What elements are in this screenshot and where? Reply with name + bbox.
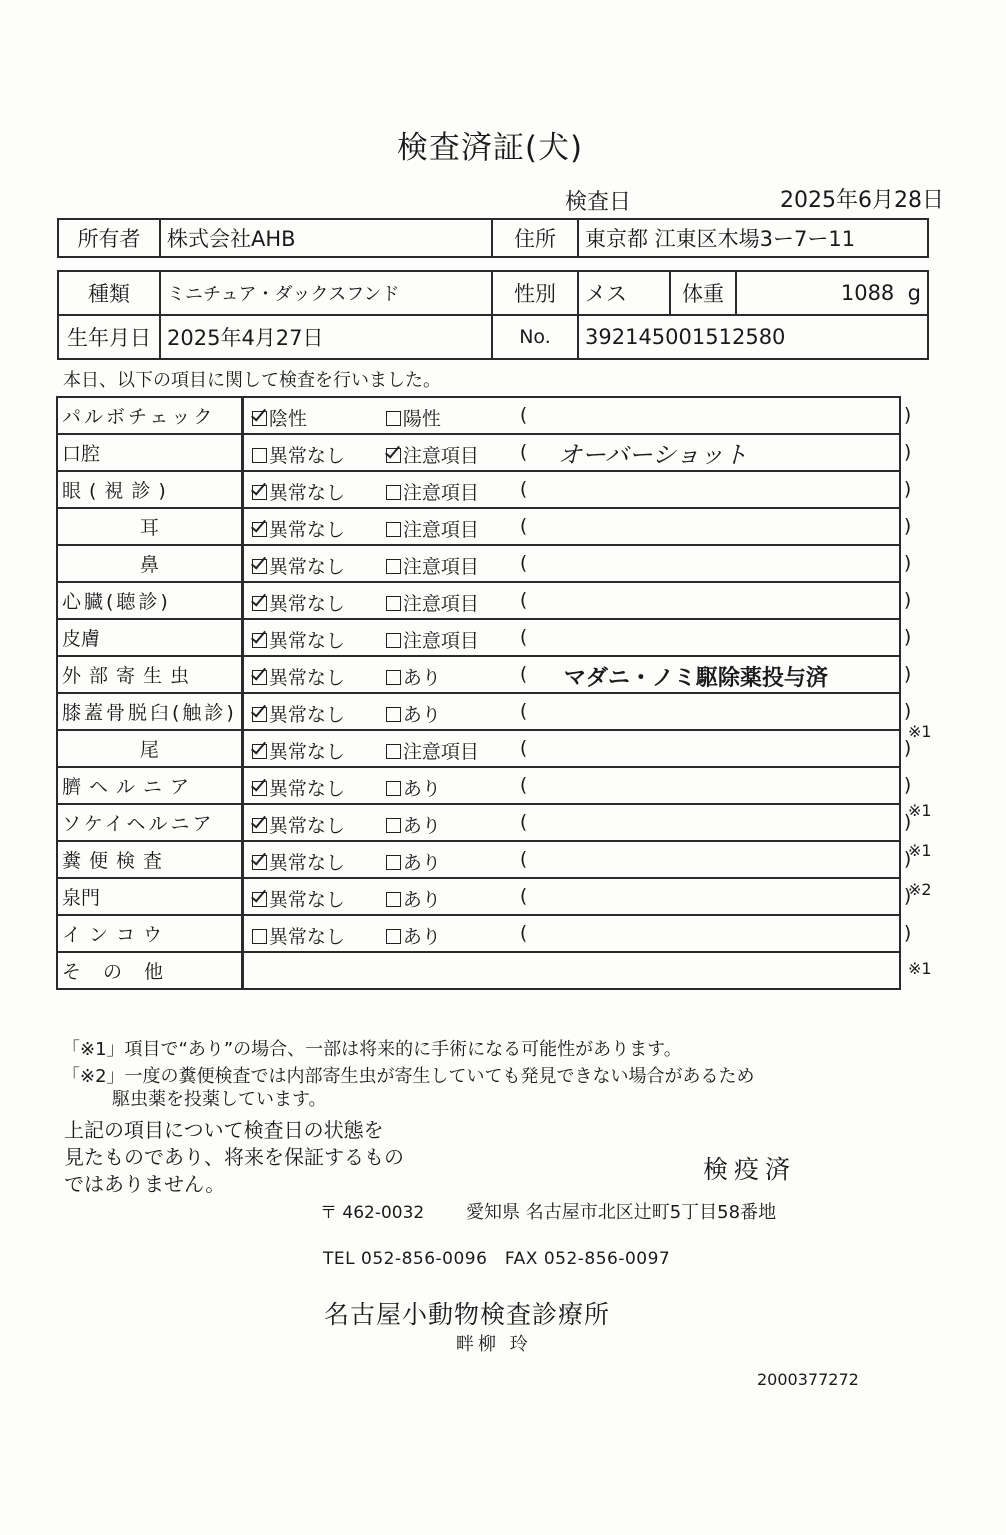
vet-name: 畔柳 玲: [456, 1334, 532, 1355]
check-note: オーバーショット: [557, 441, 748, 469]
opt2-option[interactable]: [386, 848, 441, 875]
clinic-name: 名古屋小動物検査診療所: [324, 1300, 611, 1329]
check-item-text: 鼻: [139, 554, 159, 576]
checkbox-icon[interactable]: [386, 485, 401, 500]
close-paren: ): [903, 404, 912, 426]
breed-value: ミニチュア・ダックスフンド: [160, 271, 492, 315]
check-options: [242, 841, 912, 878]
check-row: [57, 434, 900, 471]
open-paren: (: [519, 478, 528, 500]
footnote-mark: ※1: [908, 840, 932, 860]
check-options: [242, 878, 912, 915]
opt1-option[interactable]: [252, 404, 307, 431]
check-item-text: ソケイヘルニア: [62, 813, 215, 835]
check-options: [242, 545, 912, 582]
checkbox-icon[interactable]: [386, 707, 401, 722]
check-options: [242, 582, 912, 619]
opt2-option[interactable]: [386, 737, 479, 764]
close-paren: ): [903, 626, 912, 648]
open-paren: (: [519, 922, 528, 944]
opt2-label: 注意項目: [402, 445, 479, 467]
other-label: その他: [57, 952, 242, 989]
check-row: [57, 582, 900, 619]
inspection-date-value: 2025年6月28日: [780, 188, 944, 213]
close-paren: ): [903, 515, 912, 537]
open-paren: (: [519, 552, 528, 574]
opt2-option[interactable]: [386, 922, 441, 949]
close-paren: ): [903, 774, 912, 796]
checkbox-icon[interactable]: [386, 522, 401, 537]
opt1-label: 異常なし: [268, 667, 345, 689]
number-label: No.: [492, 315, 578, 359]
opt1-option[interactable]: [252, 885, 345, 912]
close-paren: ): [903, 552, 912, 574]
check-row: [57, 508, 900, 545]
opt1-label: 異常なし: [268, 519, 345, 541]
opt2-option[interactable]: [386, 552, 479, 579]
check-item-label: [57, 730, 242, 767]
check-row: [57, 915, 900, 952]
open-paren: (: [519, 589, 528, 611]
checked-box-icon[interactable]: [252, 781, 267, 796]
close-paren: ): [903, 478, 912, 500]
check-item-text: 心臓(聴診): [62, 591, 171, 613]
checked-box-icon[interactable]: [252, 485, 267, 500]
opt1-option[interactable]: [252, 663, 345, 690]
check-options: [242, 656, 912, 693]
check-row: [57, 878, 900, 915]
opt2-label: 注意項目: [402, 593, 479, 615]
animal-table: [57, 270, 929, 360]
sex-value: メス: [578, 271, 670, 315]
checkbox-icon[interactable]: [386, 559, 401, 574]
number-value: 392145001512580: [578, 315, 928, 359]
birth-value: 2025年4月27日: [160, 315, 492, 359]
check-item-text: 眼(視診): [62, 480, 174, 502]
opt1-label: 異常なし: [268, 630, 345, 652]
check-options: [242, 915, 912, 952]
check-item-label: [57, 582, 242, 619]
weight-label: 体重: [670, 271, 736, 315]
opt1-label: 異常なし: [268, 556, 345, 578]
check-options: [242, 471, 912, 508]
check-options: [242, 730, 912, 767]
opt1-label: 異常なし: [268, 778, 345, 800]
footnote-2-cont: 駆虫薬を投薬しています。: [112, 1089, 327, 1110]
opt2-option[interactable]: [386, 663, 441, 690]
close-paren: ): [903, 922, 912, 944]
close-paren: ): [903, 589, 912, 611]
open-paren: (: [519, 700, 528, 722]
opt1-option[interactable]: [252, 811, 345, 838]
footnote-1: 「※1」項目で“あり”の場合、一部は将来的に手術になる可能性があります。: [62, 1039, 682, 1060]
check-row: [57, 767, 900, 804]
check-row: [57, 841, 900, 878]
opt1-option[interactable]: [252, 552, 345, 579]
opt1-label: 異常なし: [268, 482, 345, 504]
check-row: [57, 545, 900, 582]
check-row: [57, 693, 900, 730]
check-item-text: インコウ: [62, 924, 171, 946]
owner-value: 株式会社AHB: [160, 219, 492, 257]
footnote-2: 「※2」一度の糞便検査では内部寄生虫が寄生していても発見できない場合があるため: [62, 1066, 755, 1087]
footnote-mark: ※1: [908, 722, 932, 741]
check-options: [242, 397, 912, 434]
open-paren: (: [519, 404, 528, 426]
breed-label: 種類: [58, 271, 160, 315]
checked-box-icon[interactable]: [386, 448, 401, 463]
opt2-label: 注意項目: [402, 556, 479, 578]
opt2-option[interactable]: [386, 441, 479, 468]
document-number: 2000377272: [757, 1370, 859, 1389]
checked-box-icon[interactable]: [252, 559, 267, 574]
checked-box-icon[interactable]: [252, 522, 267, 537]
checkbox-icon[interactable]: [386, 744, 401, 759]
opt2-label: あり: [402, 926, 441, 948]
check-item-label: [57, 693, 242, 730]
disclaimer: 上記の項目について検査日の状態を 見たものであり、将来を保証するもの ではありません。: [64, 1118, 404, 1196]
opt2-label: 陽性: [402, 408, 441, 430]
checkbox-icon[interactable]: [386, 929, 401, 944]
opt1-label: 陰性: [268, 408, 307, 430]
check-item-text: 尾: [139, 739, 159, 761]
open-paren: (: [519, 441, 528, 463]
check-row: [57, 397, 900, 434]
opt1-option[interactable]: [252, 589, 345, 616]
opt2-label: あり: [402, 704, 441, 726]
check-item-label: [57, 397, 242, 434]
opt2-label: あり: [402, 667, 441, 689]
check-item-text: 膝蓋骨脱臼(触診): [62, 702, 237, 724]
opt2-option[interactable]: [386, 515, 479, 542]
opt1-label: 異常なし: [268, 593, 345, 615]
owner-table: [57, 218, 929, 258]
checked-box-icon[interactable]: [252, 744, 267, 759]
opt1-option[interactable]: [252, 700, 345, 727]
check-item-label: [57, 434, 242, 471]
owner-label: 所有者: [58, 219, 160, 257]
checkbox-icon[interactable]: [386, 818, 401, 833]
opt1-label: 異常なし: [268, 889, 345, 911]
check-item-label: [57, 545, 242, 582]
page-title: 検査済証(犬): [396, 130, 584, 166]
opt1-label: 異常なし: [268, 704, 345, 726]
opt1-label: 異常なし: [268, 741, 345, 763]
close-paren: ): [903, 441, 912, 463]
postal-code: 〒 462-0032: [320, 1203, 425, 1223]
close-paren: ): [903, 700, 912, 722]
opt2-option[interactable]: [386, 774, 441, 801]
check-note: マダニ・ノミ駆除薬投与済: [563, 666, 828, 691]
opt2-option[interactable]: [386, 589, 479, 616]
open-paren: (: [519, 848, 528, 870]
opt1-label: 異常なし: [268, 852, 345, 874]
weight-unit: g: [907, 281, 921, 305]
open-paren: (: [519, 885, 528, 907]
footnote-mark: ※1: [908, 959, 932, 978]
check-options: [242, 693, 912, 730]
check-item-label: [57, 841, 242, 878]
check-row: [57, 656, 900, 693]
open-paren: (: [519, 811, 528, 833]
footnote-mark: ※2: [908, 880, 932, 899]
opt1-option[interactable]: [252, 774, 345, 801]
other-value[interactable]: [242, 952, 900, 989]
check-options: [242, 619, 912, 656]
checkbox-icon[interactable]: [386, 892, 401, 907]
checkbox-icon[interactable]: [386, 411, 401, 426]
check-item-text: 臍ヘルニア: [62, 776, 198, 798]
opt2-option[interactable]: [386, 478, 479, 505]
check-item-label: [57, 804, 242, 841]
check-item-label: [57, 767, 242, 804]
opt2-label: 注意項目: [402, 519, 479, 541]
checked-box-icon[interactable]: [252, 670, 267, 685]
checked-box-icon[interactable]: [252, 633, 267, 648]
check-item-text: 耳: [139, 517, 159, 539]
open-paren: (: [519, 663, 528, 685]
checkbox-icon[interactable]: [252, 929, 267, 944]
checked-box-icon[interactable]: [252, 411, 267, 426]
close-paren: ): [903, 885, 912, 907]
opt2-option[interactable]: [386, 626, 479, 653]
address-label: 住所: [492, 219, 578, 257]
opt2-label: あり: [402, 815, 441, 837]
close-paren: ): [903, 811, 912, 833]
opt1-label: 異常なし: [268, 815, 345, 837]
checkbox-icon[interactable]: [386, 596, 401, 611]
opt1-option[interactable]: [252, 626, 345, 653]
checkbox-icon[interactable]: [252, 448, 267, 463]
clinic-phone: TEL 052-856-0096 FAX 052-856-0097: [323, 1249, 671, 1269]
checkbox-icon[interactable]: [386, 670, 401, 685]
address-value: 東京都 江東区木場3ー7ー11: [578, 219, 928, 257]
opt2-option[interactable]: [386, 404, 441, 431]
opt2-option[interactable]: [386, 700, 441, 727]
close-paren: ): [903, 663, 912, 685]
open-paren: (: [519, 626, 528, 648]
check-item-text: 泉門: [62, 887, 101, 909]
opt1-option[interactable]: [252, 478, 345, 505]
opt2-label: 注意項目: [402, 630, 479, 652]
check-options: [242, 767, 912, 804]
intro-text: 本日、以下の項目に関して検査を行いました。: [63, 370, 441, 391]
opt1-label: 異常なし: [268, 445, 345, 467]
check-item-label: [57, 508, 242, 545]
checkbox-icon[interactable]: [386, 633, 401, 648]
checked-box-icon[interactable]: [252, 818, 267, 833]
footnote-mark: ※1: [908, 801, 932, 820]
opt2-label: あり: [402, 852, 441, 874]
check-item-label: [57, 915, 242, 952]
checked-box-icon[interactable]: [252, 707, 267, 722]
opt2-label: あり: [402, 778, 441, 800]
opt2-label: あり: [402, 889, 441, 911]
sex-label: 性別: [492, 271, 578, 315]
open-paren: (: [519, 515, 528, 537]
check-options: [242, 434, 912, 471]
check-item-label: [57, 471, 242, 508]
opt2-option[interactable]: [386, 811, 441, 838]
check-item-label: [57, 656, 242, 693]
weight-cell: [736, 271, 928, 315]
check-row: [57, 730, 900, 767]
check-item-text: パルボチェック: [62, 406, 216, 428]
clinic-address: 愛知県 名古屋市北区辻町5丁目58番地: [466, 1202, 777, 1223]
check-item-label: [57, 878, 242, 915]
checked-box-icon[interactable]: [252, 596, 267, 611]
opt1-label: 異常なし: [268, 926, 345, 948]
checked-box-icon[interactable]: [252, 892, 267, 907]
check-item-label: [57, 619, 242, 656]
opt1-option[interactable]: [252, 441, 345, 468]
birth-label: 生年月日: [58, 315, 160, 359]
check-item-text: 外部寄生虫: [62, 665, 198, 687]
open-paren: (: [519, 774, 528, 796]
opt2-label: 注意項目: [402, 482, 479, 504]
check-row: [57, 471, 900, 508]
check-item-text: 皮膚: [62, 628, 101, 650]
check-item-text: 糞便検査: [62, 850, 171, 872]
close-paren: ): [903, 737, 912, 759]
check-item-text: 口腔: [62, 443, 101, 465]
checked-box-icon[interactable]: [252, 855, 267, 870]
open-paren: (: [519, 737, 528, 759]
check-row: [57, 804, 900, 841]
opt2-label: 注意項目: [402, 741, 479, 763]
check-row: [57, 619, 900, 656]
opt1-option[interactable]: [252, 922, 345, 949]
check-options: [242, 804, 912, 841]
weight-value: 1088: [840, 281, 895, 305]
checkbox-icon[interactable]: [386, 855, 401, 870]
inspection-date-label: 検査日: [565, 190, 632, 215]
opt1-option[interactable]: [252, 737, 345, 764]
opt1-option[interactable]: [252, 848, 345, 875]
quarantine-stamp: 検疫済: [703, 1155, 797, 1184]
checkbox-icon[interactable]: [386, 781, 401, 796]
opt1-option[interactable]: [252, 515, 345, 542]
close-paren: ): [903, 848, 912, 870]
checks-table: [56, 396, 912, 990]
check-options: [242, 508, 912, 545]
other-row: [57, 952, 900, 989]
opt2-option[interactable]: [386, 885, 441, 912]
